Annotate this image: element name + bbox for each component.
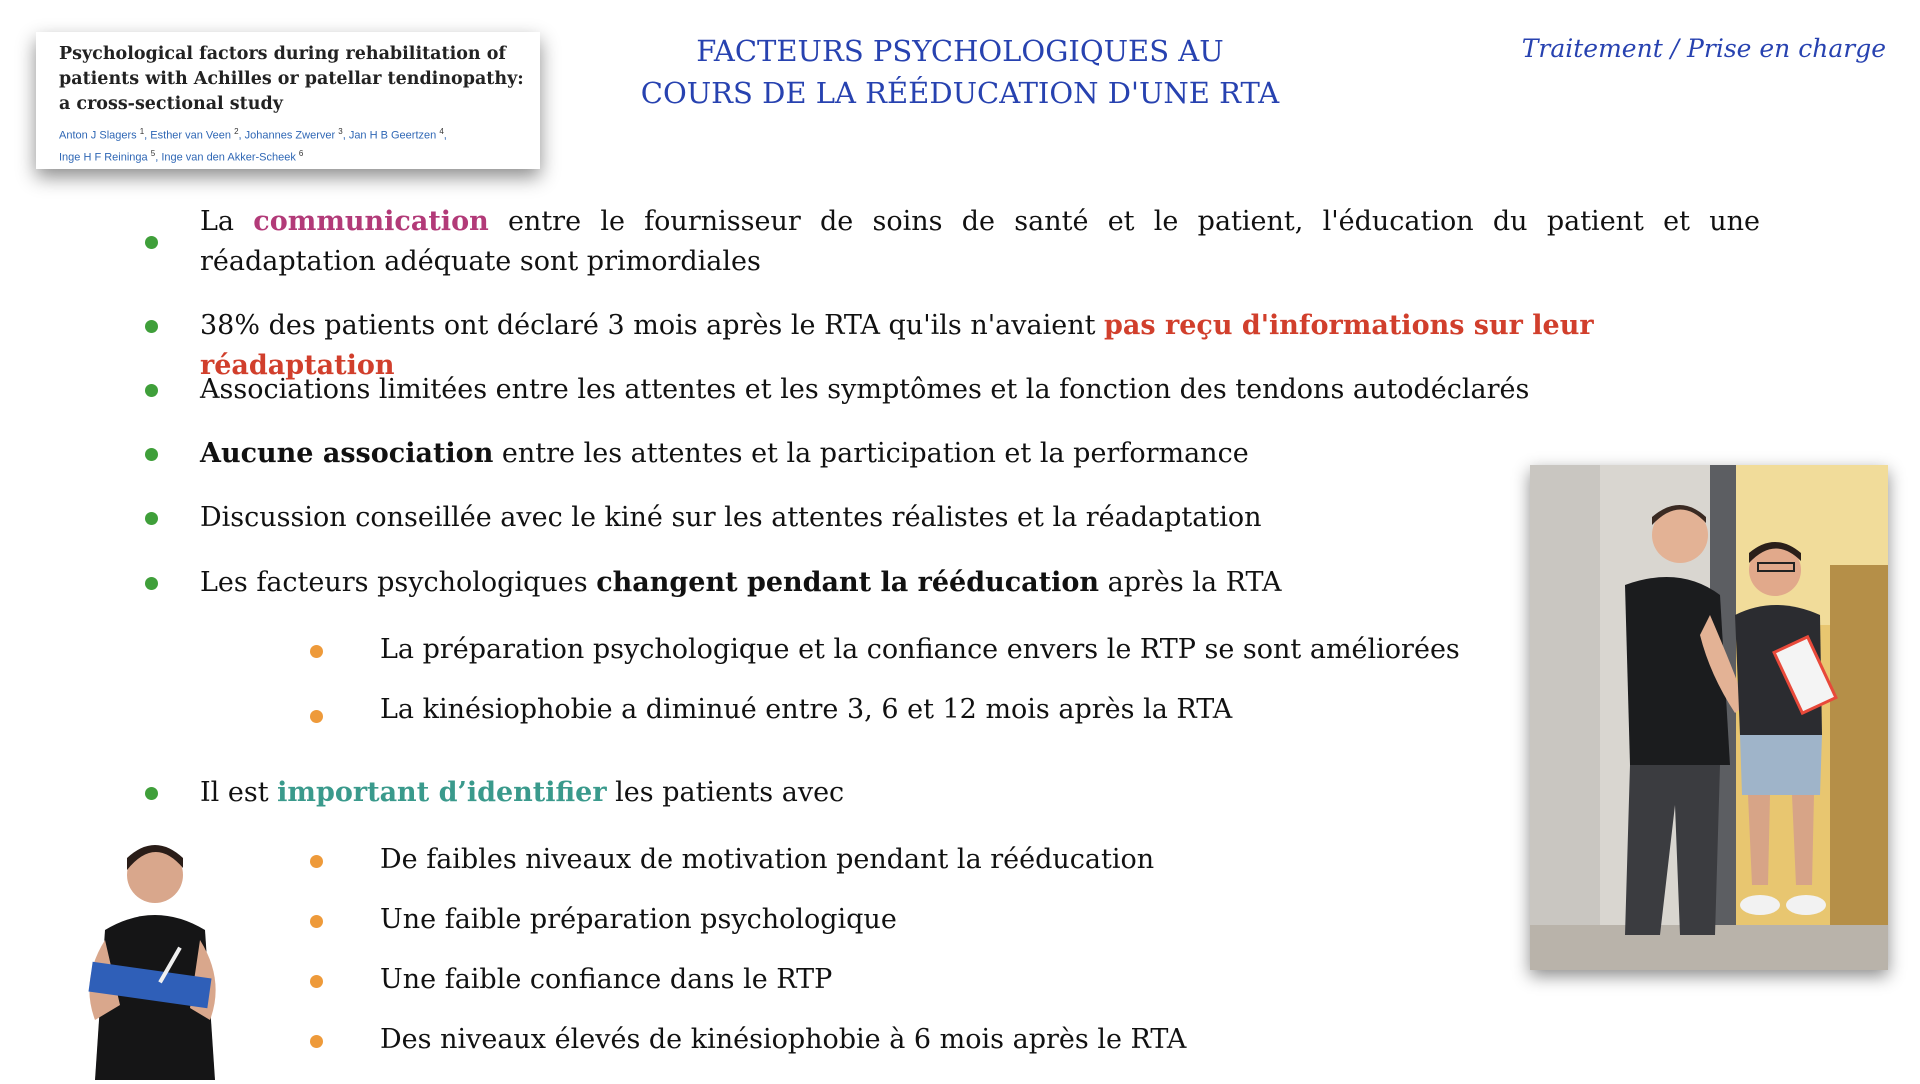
- sub-bullet-dot: [310, 1035, 323, 1048]
- author: Inge H F Reininga: [59, 151, 148, 164]
- bullet-communication: La communication entre le fournisseur de soins de santé et le patient, l'éducation du patient et une réadaptation adéquate sont primordiales: [200, 206, 1761, 277]
- slide-title: FACTEURS PSYCHOLOGIQUES AU COURS DE LA RÉÉDUCATION D'UNE RTA: [640, 34, 1280, 110]
- handshake-illustration: [1530, 465, 1888, 970]
- bullet-dot: [145, 448, 158, 461]
- paper-title: Psychological factors during rehabilitation of patients with Achilles or patellar tendinopathy: a cross-sectional study: [59, 44, 524, 114]
- paper-reference-card: [36, 32, 540, 169]
- sub-bullet-dot: [310, 975, 323, 988]
- sub-bullet: De faibles niveaux de motivation pendant la rééducation: [380, 844, 1155, 875]
- sub-bullet: Une faible préparation psychologique: [380, 904, 897, 935]
- paper-authors: Anton J Slagers $^1$, Esther van Veen $^2$, Johannes Zwerver $^3$, Jan H B Geertzen $^4$, Inge H F Reininga $^5$, Inge van den Akker-Scheek $^6$: [59, 127, 447, 164]
- author: Johannes Zwerver: [244, 129, 336, 142]
- author: Inge van den Akker-Scheek: [161, 151, 296, 164]
- sub-bullet: Une faible confiance dans le RTP: [380, 964, 833, 995]
- bullet-no-association: Aucune association entre les attentes et la participation et la performance: [200, 438, 1249, 469]
- presenter-with-clipboard-icon: [50, 830, 250, 1080]
- bullet-dot: [145, 236, 158, 249]
- sub-bullet: La kinésiophobie a diminué entre 3, 6 et 12 mois après la RTA: [380, 694, 1233, 725]
- section-label: Traitement / Prise en charge: [1521, 34, 1886, 63]
- bullet-identify: Il est important d’identifier les patients avec: [200, 777, 845, 808]
- sub-bullet-dot: [310, 645, 323, 658]
- bullet-information: 38% des patients ont déclaré 3 mois après le RTA qu'ils n'avaient pas reçu d'informations sur leur réadaptation: [200, 310, 1594, 381]
- handshake-photo: [1530, 465, 1888, 970]
- sub-bullet-dot: [310, 915, 323, 928]
- presenter-illustration: [50, 830, 250, 1080]
- bullet-dot: [145, 512, 158, 525]
- bullet-dot: [145, 787, 158, 800]
- author: Anton J Slagers: [59, 129, 137, 142]
- author: Esther van Veen: [150, 129, 232, 142]
- sub-bullet: Des niveaux élevés de kinésiophobie à 6 mois après le RTA: [380, 1024, 1187, 1055]
- sub-bullet: La préparation psychologique et la confiance envers le RTP se sont améliorées: [380, 634, 1460, 665]
- bullet-discussion: Discussion conseillée avec le kiné sur les attentes réalistes et la réadaptation: [200, 502, 1262, 533]
- bullet-dot: [145, 320, 158, 333]
- bullet-associations: Associations limitées entre les attentes et les symptômes et la fonction des tendons autodéclarés: [200, 374, 1530, 405]
- bullet-factors-change: Les facteurs psychologiques changent pendant la rééducation après la RTA: [200, 567, 1282, 598]
- sub-bullet-dot: [310, 855, 323, 868]
- sub-bullet-dot: [310, 710, 323, 723]
- author: Jan H B Geertzen: [348, 129, 437, 142]
- bullet-dot: [145, 384, 158, 397]
- bullet-dot: [145, 577, 158, 590]
